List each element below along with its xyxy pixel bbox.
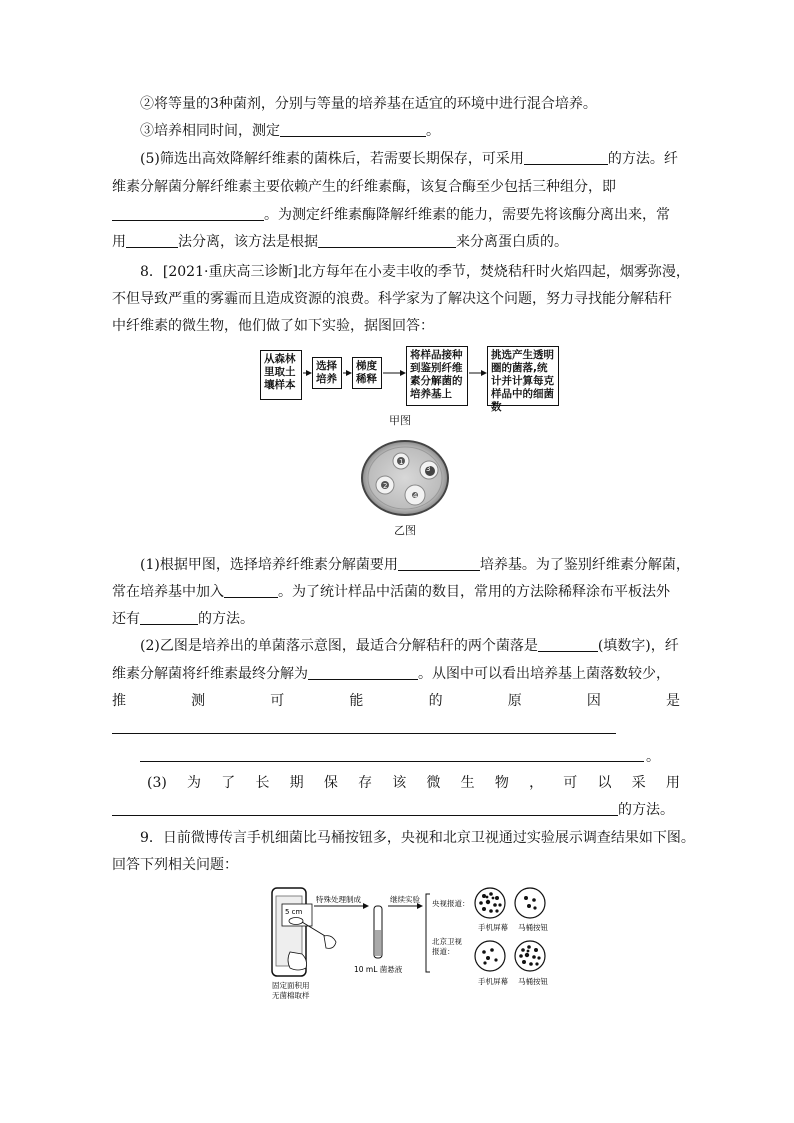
q7-step3-end: 。 [426,123,440,139]
spread-char: 为 [187,775,202,791]
q8-p2-text-2b: 。从图中可以看出培养基上菌落数较少， [418,666,670,682]
figure-caption-yi: 乙图 [394,524,416,537]
spread-char: 因 [586,693,601,709]
spread-char: 用 [665,775,680,791]
toilet-button-label: 马桶按钮 [518,977,548,986]
q8-p1-text-1b: 培养基。为了鉴别纤维素分解菌， [479,557,690,573]
q8-p1-text-1a: (1)根据甲图，选择培养纤维素分解菌要用 [140,557,398,573]
flow-step-3: 梯度稀释 [352,357,382,389]
answer-blank[interactable] [224,583,278,598]
spread-char: 测 [191,693,206,709]
answer-blank[interactable] [140,610,198,625]
answer-blank[interactable] [308,665,418,680]
q7-p5-text-3b: 。为测定纤维素酶降解纤维素的能力，需要先将该酶分离出来，常 [264,207,670,223]
q7-step3 [140,121,440,141]
colony-label: 4 [413,492,418,500]
swab-label-1: 固定面积用 [272,981,310,990]
spread-char: 物 [494,775,509,791]
colony-label: 2 [383,482,388,490]
q8-p2-line1 [140,636,679,656]
flow-step-4: 将样品接种到鉴别纤维素分解菌的培养基上 [406,346,468,406]
q8-p3-text-2: 的方法。 [618,802,674,818]
spread-char: 原 [507,693,522,709]
cctv-label: 央视报道： [432,899,470,908]
colony-label: 3 [426,465,431,473]
q8-p2-line2 [112,664,670,684]
flow-step-5: 挑选产生透明圈的菌落,统计并计算每克样品中的细菌数 [487,346,559,406]
continue-label: 继续实验 [390,895,420,904]
q8-line1: 8．[2021·重庆高三诊断]北方每年在小麦丰收的季节，焚烧秸秆时火焰四起，烟雾弥漫， [140,264,690,280]
bacteria-experiment-figure [268,884,558,1002]
spread-char: 可 [270,693,285,709]
spread-char: 生 [460,775,475,791]
answer-blank[interactable] [112,801,618,816]
volume-label: 10 mL 菌悬液 [354,965,403,974]
flow-step-2: 选择培养 [312,357,342,389]
answer-blank[interactable] [538,637,598,652]
q8-p2-line3 [112,691,680,711]
q9-line2: 回答下列相关问题： [112,857,238,873]
spread-char: ， [529,775,544,791]
spread-char: 存 [358,775,373,791]
answer-line[interactable] [140,761,644,762]
q7-p5-text-4c: 来分离蛋白质的。 [456,234,568,250]
q7-p5-text-1b: 的方法。纤 [607,151,678,167]
spread-char: 的 [428,693,443,709]
spread-char: 微 [426,775,441,791]
spread-char: 保 [323,775,338,791]
spread-char: 采 [631,775,646,791]
answer-blank[interactable] [318,233,456,248]
colony-label: 1 [399,458,404,466]
bjtv-label-1: 北京卫视 [432,937,462,946]
q8-p2-text-2a: 维素分解菌将纤维素最终分解为 [112,666,308,682]
figure-caption-jia: 甲图 [389,414,411,427]
spread-char: 能 [349,693,364,709]
size-label: 5 cm [285,908,303,916]
spread-char: 是 [665,693,680,709]
spread-char: 期 [289,775,304,791]
q7-p5-line1 [140,149,678,169]
q7-p5-text-4b: 法分离，该方法是根据 [178,234,318,250]
answer-blank[interactable] [126,233,178,248]
q8-p1-text-3b: 的方法。 [198,611,254,627]
q8-p1-line1 [140,555,690,575]
answer-line[interactable] [112,733,616,734]
q7-p5-line4 [112,232,568,252]
spread-char: 了 [221,775,236,791]
q8-line2: 不但导致严重的雾霾而且造成资源的浪费。科学家为了解决这个问题，努力寻找能分解秸秆 [112,291,672,307]
spread-char: 该 [392,775,407,791]
toilet-button-label: 马桶按钮 [518,923,548,932]
q8-p3-line1 [147,773,680,793]
spread-char: 推 [112,693,126,709]
hand-icon [324,936,336,949]
q8-p1-text-3a: 还有 [112,611,140,627]
bracket [426,894,430,972]
answer-blank[interactable] [280,122,426,137]
bjtv-label-2: 报道： [432,947,455,956]
q8-p1-line2 [112,582,670,602]
spread-char: (3) [147,775,167,791]
petri-dish-figure [360,438,450,518]
phone-screen-label: 手机屏幕 [478,923,508,932]
q8-p2-end: 。 [646,749,660,765]
spread-char: 以 [597,775,612,791]
q9-line1: 9．日前微博传言手机细菌比马桶按钮多，央视和北京卫视通过实验展示调查结果如下图。 [140,830,695,846]
q7-step2: ②将等量的3种菌剂，分别与等量的培养基在适宜的环境中进行混合培养。 [140,96,597,112]
spread-char: 长 [255,775,270,791]
q8-p1-text-2b: 。为了统计样品中活菌的数目，常用的方法除稀释涂布平板法外 [278,584,670,600]
q7-step3-text: ③培养相同时间，测定 [140,123,280,139]
culture-dish [475,941,505,971]
q8-p1-line3 [112,609,254,629]
culture-dish [515,888,545,918]
q7-p5-line3 [112,205,670,225]
q8-p2-text-1b: (填数字)，纤 [597,638,679,654]
flow-step-1: 从森林里取土壤样本 [260,350,302,400]
petri-dish [362,441,448,515]
q8-p1-text-2a: 常在培养基中加入 [112,584,224,600]
answer-blank[interactable] [524,150,608,165]
spread-char: 可 [563,775,578,791]
q7-p5-text-1a: (5)筛选出高效降解纤维素的菌株后，若需要长期保存，可采用 [140,151,524,167]
q8-line3: 中纤维素的微生物，他们做了如下实验，据图回答： [112,318,434,334]
q8-p3-line2 [112,800,674,820]
q8-p2-text-1a: (2)乙图是培养出的单菌落示意图，最适合分解秸秆的两个菌落是 [140,638,538,654]
q7-p5-line2: 维素分解菌分解纤维素主要依赖产生的纤维素酶，该复合酶至少包括三种组分，即 [112,179,616,195]
swab-tip [289,918,303,925]
flow-arrows [300,360,490,390]
suspension [375,930,381,956]
answer-blank[interactable] [398,556,480,571]
swab-label-2: 无菌棉取样 [272,991,310,1000]
answer-blank[interactable] [112,206,264,221]
process-label: 特殊处理制成 [316,895,361,904]
phone-screen-label: 手机屏幕 [478,977,508,986]
q7-p5-text-4a: 用 [112,234,126,250]
